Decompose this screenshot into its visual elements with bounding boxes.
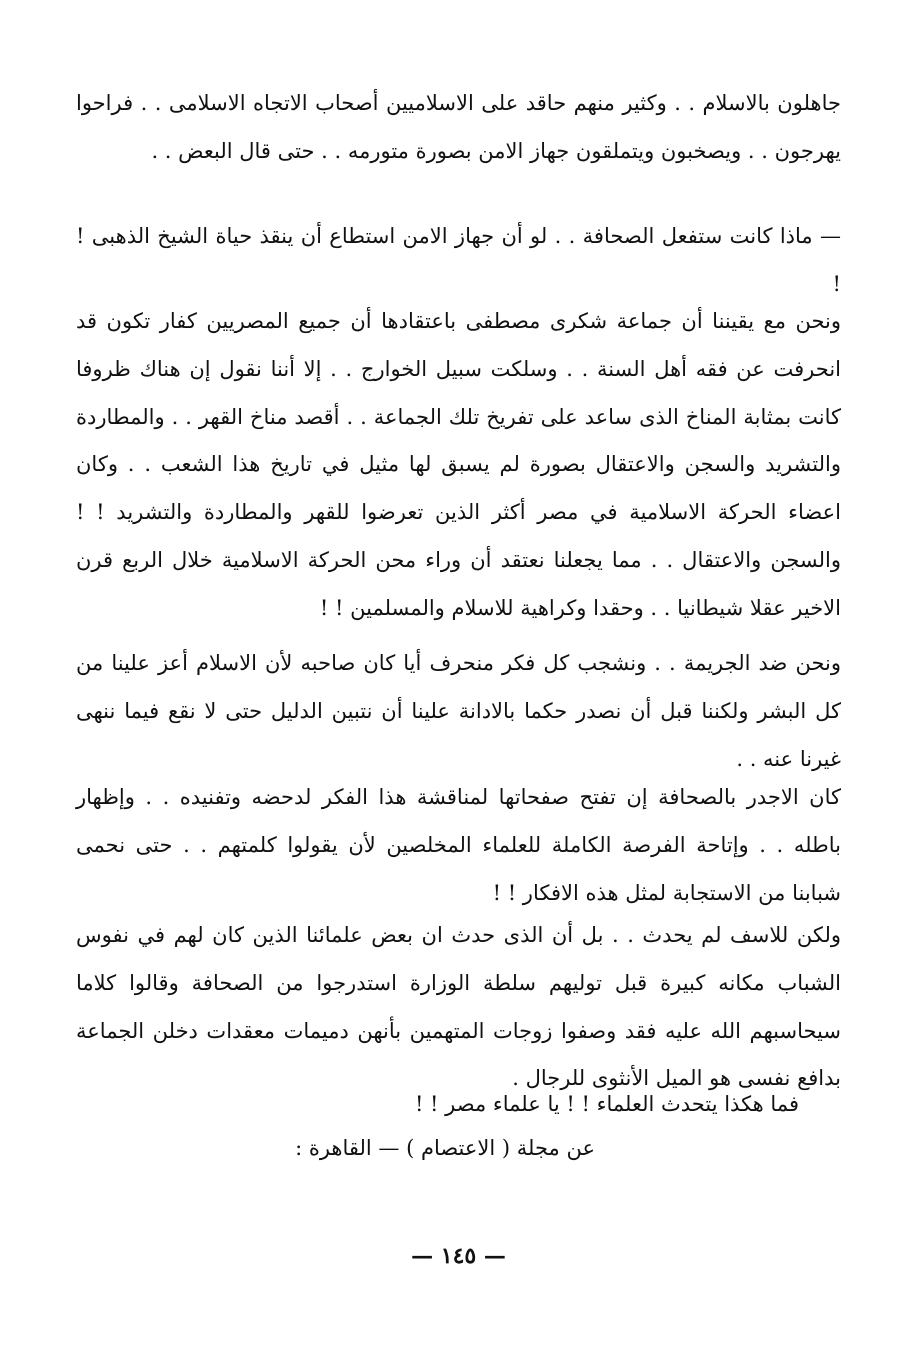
page-number: — ١٤٥ — <box>411 1243 506 1269</box>
paragraph-3: ونحن مع يقيننا أن جماعة شكرى مصطفى باعتقادها أن جميع المصريين كفار تكون قد انحرفت عن فقه أهل السنة . . وسلكت سبيل الخوارج . . إلا أننا نقول إن هناك ظروفا كانت بمثابة المناخ الذى ساعد على تفريخ تلك الجماعة . . أقصد مناخ القهر . . والمطاردة والتشريد والسجن والاعتقال بصورة لم يسبق لها مثيل في تاريخ هذا الشعب . . وكان اعضاء الحركة الاسلامية في مصر أكثر الذين تعرضوا للقهر والمطاردة والتشريد ! ! والسجن والاعتقال . . مما يجعلنا نعتقد أن وراء محن الحركة الاسلامية خلال الربع قرن الاخير عقلا شيطانيا . . وحقدا وكراهية للاسلام والمسلمين ! ! <box>76 309 841 620</box>
paragraph-1: جاهلون بالاسلام . . وكثير منهم حاقد على الاسلاميين أصحاب الاتجاه الاسلامى . . فراحوا يهرجون . . ويصخبون ويتملقون جهاز الامن بصورة متورمه . . حتى قال البعض . . <box>76 91 841 163</box>
paragraph-5: كان الاجدر بالصحافة إن تفتح صفحاتها لمناقشة هذا الفكر لدحضه وتفنيده . . وإظهار باطله . . وإتاحة الفرصة الكاملة للعلماء المخلصين لأن يقولوا كلمتهم . . حتى نحمى شبابنا من الاستجابة لمثل هذه الافكار ! ! <box>76 785 841 905</box>
source-citation: عن مجلة ( الاعتصام ) — القاهرة : <box>295 1136 595 1160</box>
paragraph-4: ونحن ضد الجريمة . . ونشجب كل فكر منحرف أيا كان صاحبه لأن الاسلام أعز علينا من كل البشر ولكننا قبل أن نصدر حكما بالادانة علينا أن نتبين الدليل حتى لا نقع فيما ننهى غيرنا عنه . . <box>76 651 841 771</box>
paragraph-7: فما هكذا يتحدث العلماء ! ! يا علماء مصر ! ! <box>414 1092 799 1116</box>
paragraph-2: — ماذا كانت ستفعل الصحافة . . لو أن جهاز الامن استطاع أن ينقذ حياة الشيخ الذهبى ! ! <box>76 224 841 296</box>
paragraph-6: ولكن للاسف لم يحدث . . بل أن الذى حدث ان بعض علمائنا الذين كان لهم في نفوس الشباب مكانه كبيرة قبل توليهم سلطة الوزارة استدرجوا من الصحافة وقالوا كلاما سيحاسبهم الله عليه فقد وصفوا زوجات المتهمين بأنهن دميمات معقدات دخلن الجماعة بدافع نفسى هو الميل الأنثوى للرجال . <box>76 923 841 1091</box>
